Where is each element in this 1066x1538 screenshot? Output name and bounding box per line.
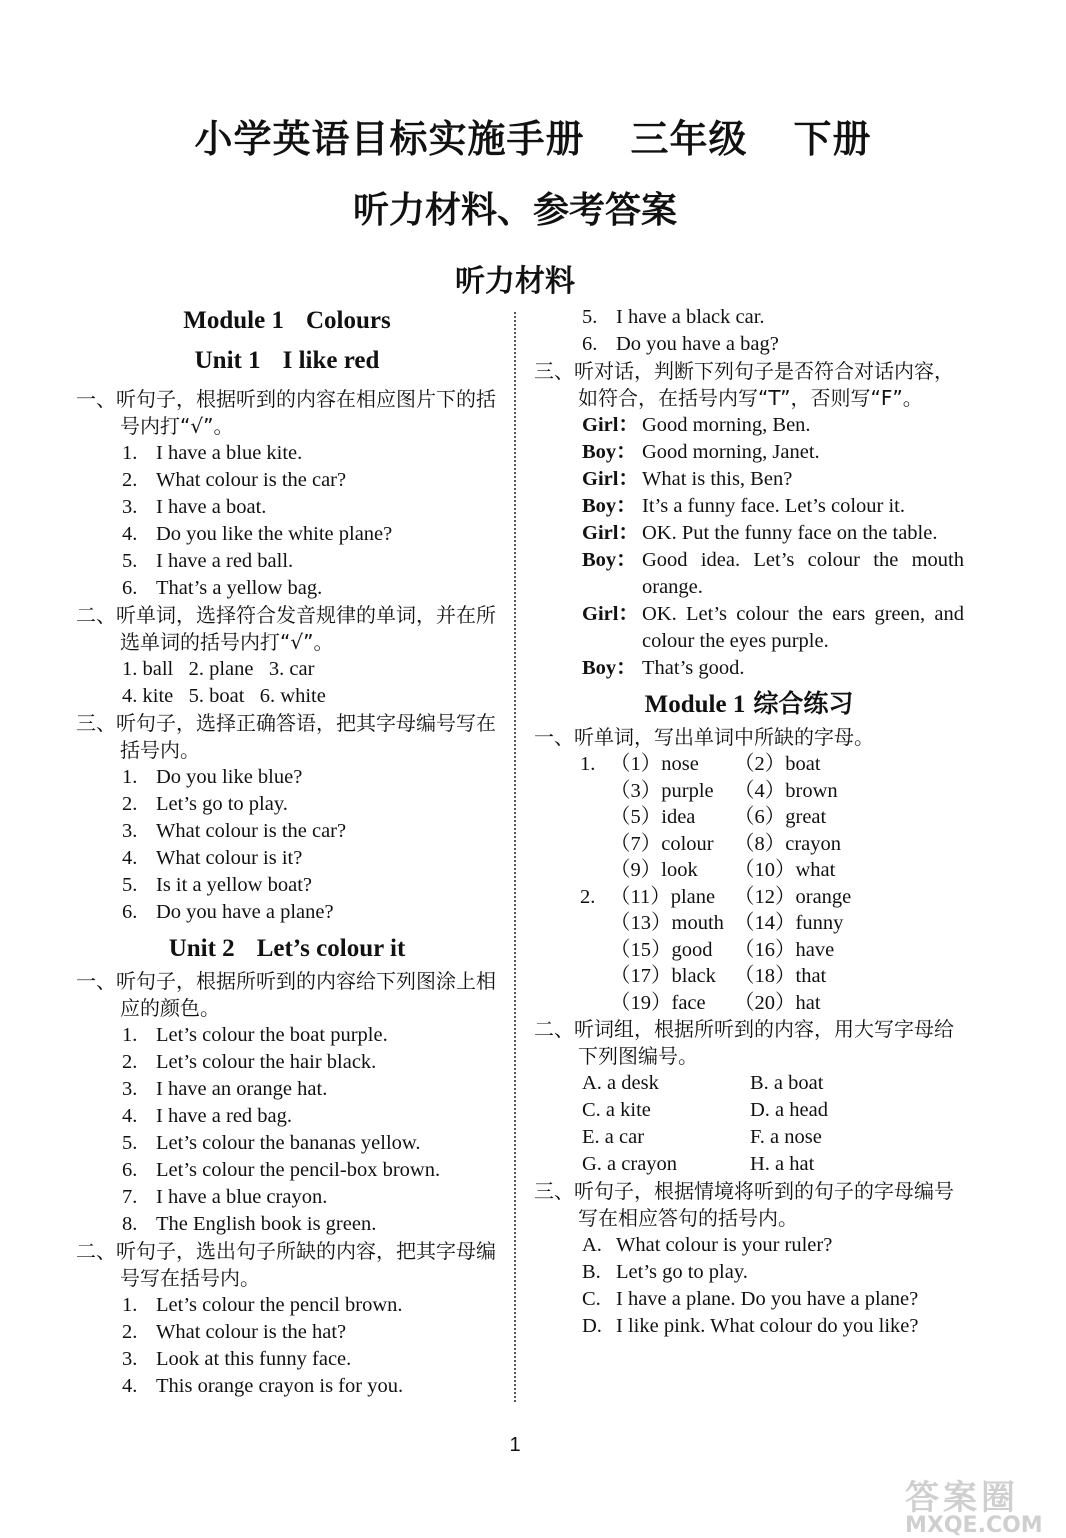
dialogue-section-title: 三、听对话，判断下列句子是否符合对话内容，如符合，在括号内写“T”，否则写“F”。 [534, 359, 954, 410]
module-heading [76, 302, 498, 340]
section-title: 听力材料 [455, 264, 575, 299]
unit1-heading [76, 342, 498, 380]
dialogue-line: Girl： Good morning, Ben. [582, 414, 811, 436]
list-item: 3. Look at this funny face. [122, 1348, 352, 1370]
list-item: 1. I have a blue kite. [122, 442, 303, 464]
dialogue-line: Boy： It’s a funny face. Let’s colour it. [582, 495, 905, 517]
dialogue-line: Boy： Good morning, Janet. [582, 441, 820, 463]
module-name: Colours [305, 307, 391, 334]
list-item: 2. Let’s colour the hair black. [122, 1051, 377, 1073]
dialogue-line: Boy： Good idea. Let’s colour the mouth orange. [582, 549, 964, 598]
list-item: 6. Do you have a plane? [122, 901, 334, 923]
option-row: E. a car F. a nose [582, 1126, 822, 1148]
watermark-text: 答案圈 [905, 1478, 1019, 1518]
unit1-sec1-title: 一、听句子，根据听到的内容在相应图片下的括号内打“√”。 [76, 387, 496, 438]
answer-row: 2. （11）plane （12）orange [580, 885, 852, 908]
watermark-url: MXQE.COM [905, 1513, 1043, 1538]
list-item: 6. Let’s colour the pencil-box brown. [122, 1159, 441, 1181]
unit1-sec3-title: 三、听句子，选择正确答语，把其字母编号写在括号内。 [76, 711, 496, 762]
list-item: C. I have a plane. Do you have a plane? [582, 1288, 919, 1310]
list-item: 1. Let’s colour the pencil brown. [122, 1294, 403, 1316]
unit1-label: Unit 1 [194, 347, 261, 374]
list-item: 2. Let’s go to play. [122, 793, 288, 815]
document-subtitle: 听力材料、参考答案 [352, 190, 677, 231]
column-divider [514, 312, 516, 1402]
list-item: 5. Is it a yellow boat? [122, 874, 312, 896]
list-item: 5. I have a black car. [582, 306, 765, 328]
dialogue-line: Girl： OK. Put the funny face on the table. [582, 522, 938, 544]
unit2-name: Let’s colour it [256, 935, 406, 962]
dialogue [534, 412, 964, 682]
list-item: 1. Let’s colour the boat purple. [122, 1024, 388, 1046]
list-item: 7. I have a blue crayon. [122, 1186, 328, 1208]
left-column [76, 302, 498, 1400]
continued-list [534, 304, 964, 358]
option-row: A. a desk B. a boat [582, 1072, 824, 1094]
unit1-sec3-list [76, 764, 498, 926]
unit2-label: Unit 2 [168, 935, 235, 962]
list-item: B. Let’s go to play. [582, 1261, 748, 1283]
answer-row: （13）mouth （14）funny [610, 912, 844, 934]
unit2-heading [76, 930, 498, 968]
practice-sec3-title: 三、听句子，根据情境将听到的句子的字母编号写在相应答句的括号内。 [534, 1179, 954, 1230]
option-row: C. a kite D. a head [582, 1099, 828, 1121]
answer-row: （15）good （16）have [610, 938, 835, 961]
dialogue-line: Boy： That’s good. [582, 657, 745, 679]
dialogue-line: Girl： What is this, Ben? [582, 468, 793, 490]
answer-row: （3）purple （4）brown [610, 779, 838, 802]
list-item: 6. That’s a yellow bag. [122, 577, 323, 599]
dialogue-line: Girl： OK. Let’s colour the ears green, and colour the eyes purple. [582, 603, 964, 652]
list-item: 2. What colour is the car? [122, 469, 347, 491]
answer-row: （17）black （18）that [610, 965, 827, 987]
unit2-sec1-title: 一、听句子，根据所听到的内容给下列图涂上相应的颜色。 [76, 969, 496, 1020]
practice-sec1-answers [534, 751, 964, 1016]
answer-row: （19）face （20）hat [610, 991, 821, 1014]
word-line: 4. kite 5. boat 6. white [122, 685, 326, 707]
answer-row: 1. （1）nose （2）boat [580, 753, 821, 775]
unit1-sec1-list [76, 440, 498, 602]
list-item: 4. Do you like the white plane? [122, 523, 393, 545]
word-line: 1. ball 2. plane 3. car [122, 658, 315, 680]
list-item: 2. What colour is the hat? [122, 1321, 347, 1343]
practice-sec1-title: 一、听单词，写出单词中所缺的字母。 [534, 725, 874, 749]
title-grade: 三年级 [630, 117, 748, 161]
unit2-sec2-title: 二、听句子，选出句子所缺的内容，把其字母编号写在括号内。 [76, 1239, 496, 1290]
answer-row: （9）look （10）what [610, 859, 836, 881]
list-item: 8. The English book is green. [122, 1213, 377, 1235]
list-item: 3. What colour is the car? [122, 820, 347, 842]
list-item: 5. Let’s colour the bananas yellow. [122, 1132, 421, 1154]
watermark-logo [905, 1470, 1055, 1538]
unit2-sec2-list [76, 1292, 498, 1400]
answer-row: （7）colour （8）crayon [610, 832, 842, 855]
unit1-sec2-title: 二、听单词，选择符合发音规律的单词，并在所选单词的括号内打“√”。 [76, 603, 496, 654]
practice-sec3-list [534, 1232, 964, 1340]
option-row: G. a crayon H. a hat [582, 1153, 815, 1175]
right-column [534, 304, 964, 1340]
practice-label: Module 1 [644, 691, 746, 718]
practice-sec2-title: 二、听词组，根据所听到的内容，用大写字母给下列图编号。 [534, 1017, 954, 1068]
list-item: 6. Do you have a bag? [582, 333, 779, 355]
practice-heading [534, 686, 964, 724]
list-item: 3. I have an orange hat. [122, 1078, 328, 1100]
practice-name: 综合练习 [753, 691, 854, 718]
title-volume: 下册 [793, 117, 872, 161]
list-item: 3. I have a boat. [122, 496, 267, 518]
page-number: 1 [509, 1434, 521, 1456]
list-item: A. What colour is your ruler? [582, 1234, 833, 1256]
module-label: Module 1 [183, 307, 284, 334]
answer-row: （5）idea （6）great [610, 806, 827, 828]
list-item: 4. This orange crayon is for you. [122, 1375, 404, 1397]
list-item: 5. I have a red ball. [122, 550, 294, 572]
unit1-name: I like red [282, 347, 380, 374]
title-main: 小学英语目标实施手册 [194, 117, 585, 161]
list-item: 1. Do you like blue? [122, 766, 303, 788]
list-item: 4. I have a red bag. [122, 1105, 293, 1127]
document-title [0, 108, 1066, 163]
list-item: D. I like pink. What colour do you like? [582, 1315, 919, 1337]
practice-sec2-options [534, 1070, 964, 1178]
list-item: 4. What colour is it? [122, 847, 303, 869]
unit2-sec1-list [76, 1022, 498, 1238]
